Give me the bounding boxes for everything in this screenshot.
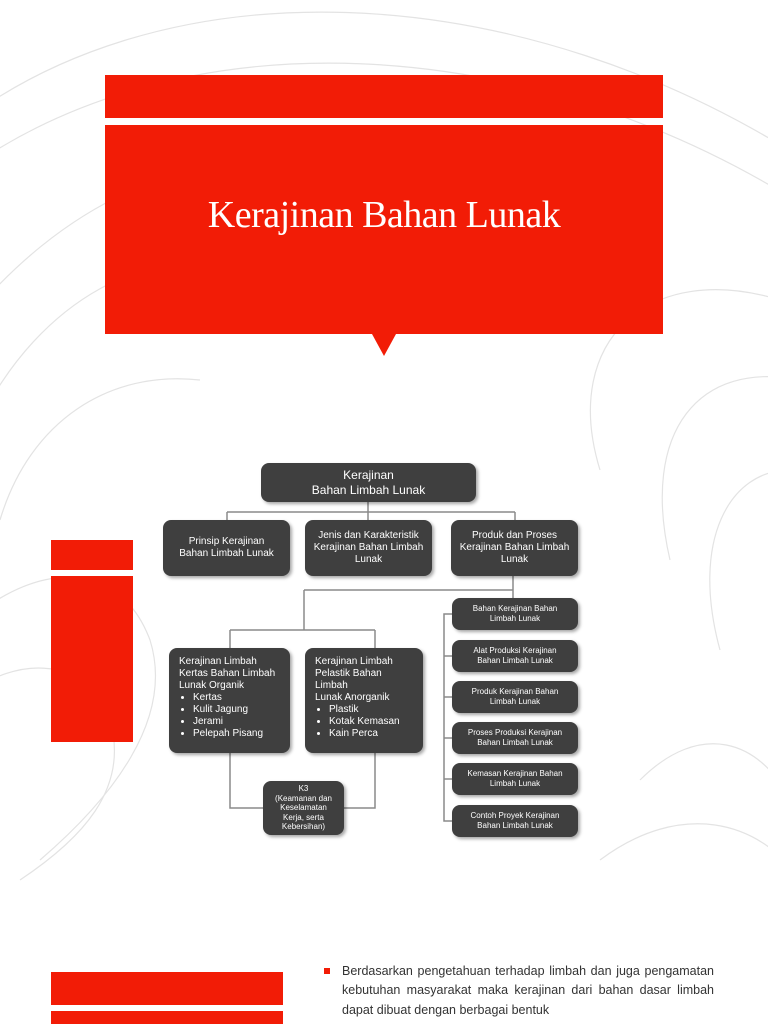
chart-node-kemasan: Kemasan Kerajinan Bahan Limbah Lunak	[452, 763, 578, 795]
bullet-icon	[324, 968, 330, 974]
chart-node-alat: Alat Produksi Kerajinan Bahan Limbah Lunak	[452, 640, 578, 672]
list-item: • Kain Perca	[329, 728, 400, 740]
chart-node-contoh: Contoh Proyek Kerajinan Bahan Limbah Lunak	[452, 805, 578, 837]
chart-node-prinsip: Prinsip Kerajinan Bahan Limbah Lunak	[163, 520, 290, 576]
chart-root-node: Kerajinan Bahan Limbah Lunak	[261, 463, 476, 502]
list-item: • Kotak Kemasan	[329, 716, 400, 728]
list-item: • Jerami	[193, 716, 263, 728]
organik-list	[179, 692, 263, 740]
chart-node-produk-proses: Produk dan Proses Kerajinan Bahan Limbah Lunak	[451, 520, 578, 576]
body-paragraph	[324, 962, 714, 1020]
anorganik-heading: Kerajinan Limbah Pelastik Bahan Limbah Lunak Anorganik	[315, 656, 393, 703]
chart-node-jenis: Jenis dan Karakteristik Kerajinan Bahan Limbah Lunak	[305, 520, 432, 576]
chart-node-proses: Proses Produksi Kerajinan Bahan Limbah Lunak	[452, 722, 578, 754]
list-item: • Kertas	[193, 692, 263, 704]
page-title: Kerajinan Bahan Lunak	[207, 194, 561, 236]
chart-node-organik	[169, 648, 290, 753]
organik-heading: Kerajinan Limbah Kertas Bahan Limbah Lunak Organik	[179, 656, 276, 691]
list-item: • Plastik	[329, 704, 400, 716]
chart-node-bahan: Bahan Kerajinan Bahan Limbah Lunak	[452, 598, 578, 630]
chart-node-anorganik	[305, 648, 423, 753]
list-item: • Pelepah Pisang	[193, 728, 263, 740]
list-item: • Kulit Jagung	[193, 704, 263, 716]
chart-node-k3: K3 (Keamanan dan Keselamatan Kerja, serta Kebersihan)	[263, 781, 344, 835]
chart-node-produk: Produk Kerajinan Bahan Limbah Lunak	[452, 681, 578, 713]
paragraph-text: Berdasarkan pengetahuan terhadap limbah dan juga pengamatan kebutuhan masyarakat maka kerajinan dari bahan dasar limbah dapat dibuat dengan berbagai bentuk	[342, 964, 714, 1017]
anorganik-list	[315, 704, 400, 740]
